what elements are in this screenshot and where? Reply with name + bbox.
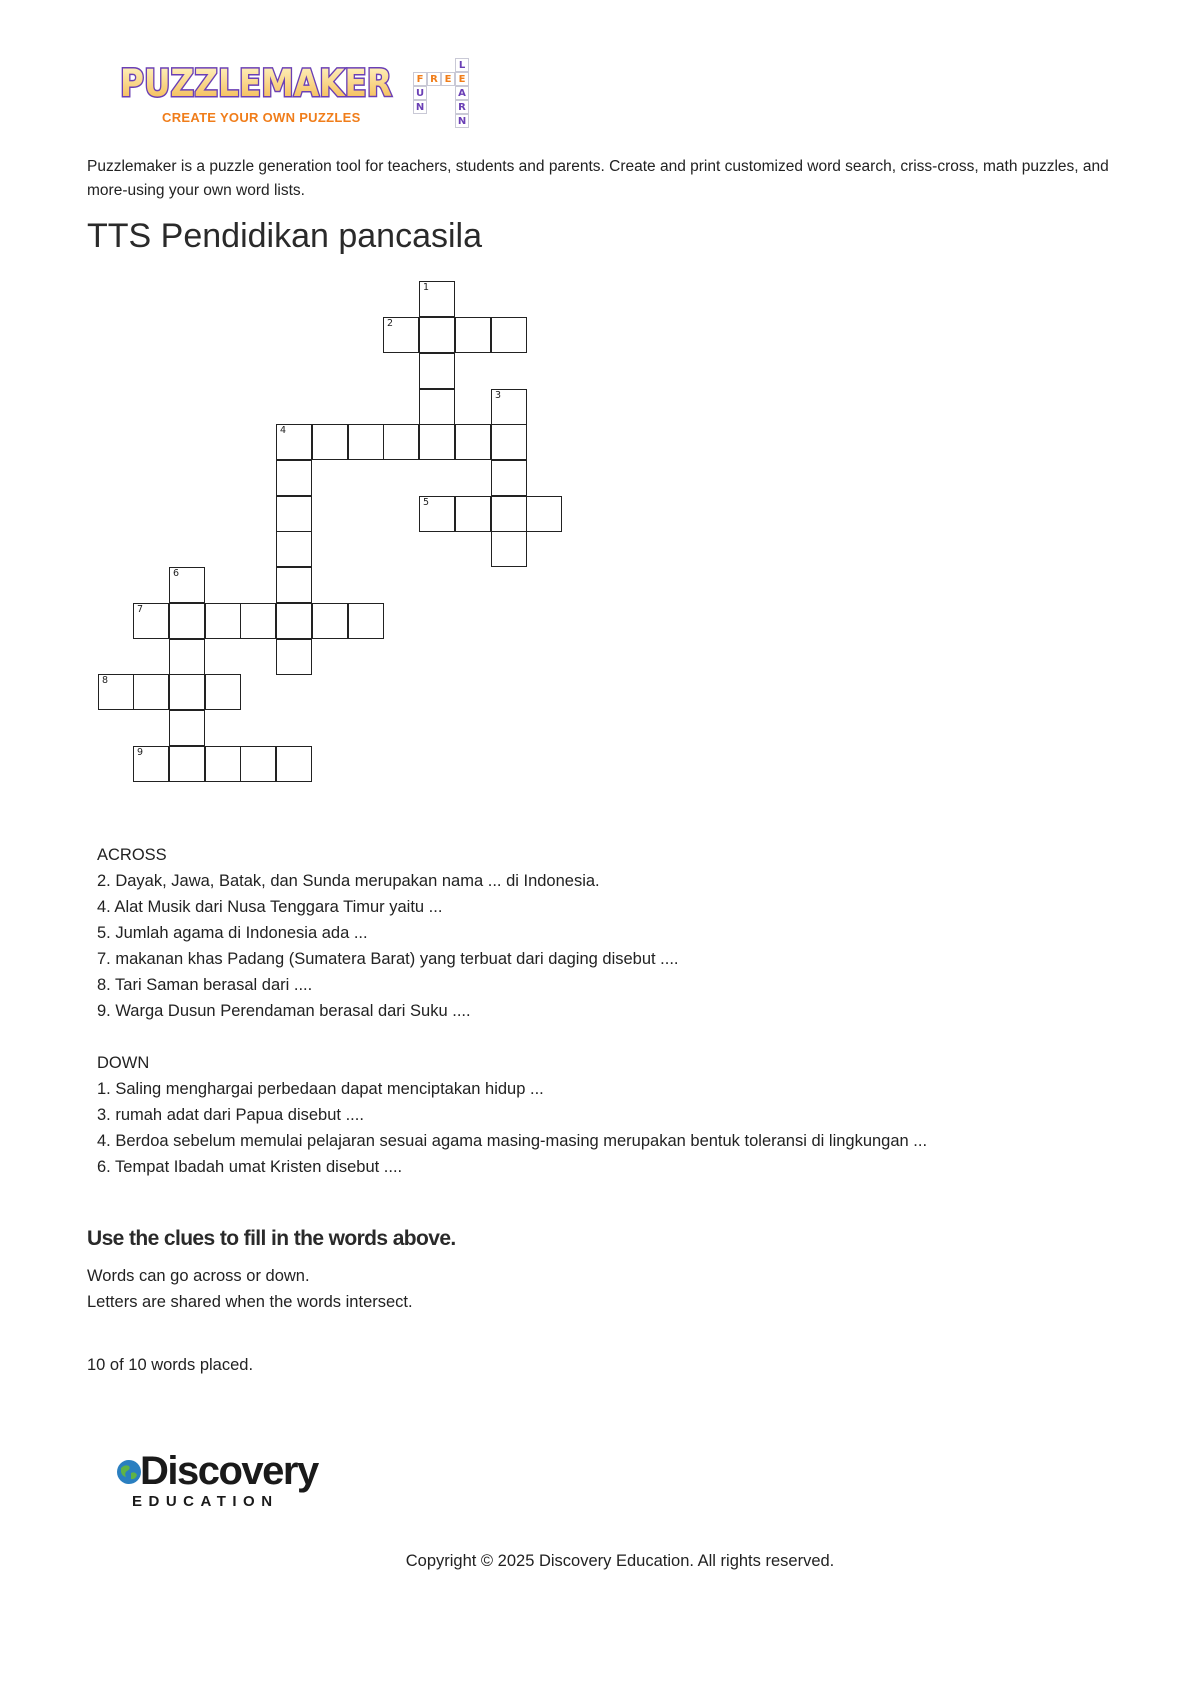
crossword-cell[interactable]: [276, 496, 312, 532]
education-wordmark: EDUCATION: [132, 1493, 279, 1510]
mini-letter: E: [455, 72, 469, 86]
puzzlemaker-wordmark: [118, 58, 396, 106]
mini-letter: R: [427, 72, 441, 86]
crossword-cell[interactable]: [455, 424, 491, 460]
instructions: [87, 1263, 413, 1315]
clue-number: 1: [423, 282, 430, 293]
instruction-line: Words can go across or down.: [87, 1267, 310, 1285]
mini-letter: A: [455, 86, 469, 100]
crossword-cell[interactable]: [205, 674, 241, 710]
across-heading: ACROSS: [97, 846, 167, 864]
crossword-cell[interactable]: [491, 496, 527, 532]
discovery-wordmark: Discovery: [140, 1449, 318, 1493]
crossword-cell[interactable]: [276, 460, 312, 496]
free-fun-learn-grid-icon: [413, 58, 483, 136]
crossword-cell[interactable]: [383, 317, 419, 353]
crossword-cell[interactable]: [491, 531, 527, 567]
crossword-cell[interactable]: [205, 746, 241, 782]
crossword-cell[interactable]: [133, 746, 169, 782]
crossword-cell[interactable]: [240, 746, 276, 782]
across-clue: 4. Alat Musik dari Nusa Tenggara Timur yaitu ...: [97, 898, 443, 916]
crossword-cell[interactable]: [276, 531, 312, 567]
clue-number: 3: [495, 390, 502, 401]
crossword-cell[interactable]: [419, 281, 455, 317]
clue-list: [97, 842, 927, 1180]
crossword-cell[interactable]: [133, 603, 169, 639]
crossword-cell[interactable]: [455, 317, 491, 353]
crossword-cell[interactable]: [133, 674, 169, 710]
crossword-cell[interactable]: [276, 424, 312, 460]
crossword-cell[interactable]: [419, 424, 455, 460]
crossword-cell[interactable]: [276, 567, 312, 603]
across-clue: 2. Dayak, Jawa, Batak, dan Sunda merupakan nama ... di Indonesia.: [97, 872, 600, 890]
mini-letter: F: [413, 72, 427, 86]
crossword-cell[interactable]: [312, 424, 348, 460]
crossword-cell[interactable]: [491, 317, 527, 353]
puzzle-title: TTS Pendidikan pancasila: [87, 217, 483, 255]
puzzlemaker-logo[interactable]: [118, 58, 498, 138]
crossword-cell[interactable]: [240, 603, 276, 639]
clue-number: 9: [137, 747, 144, 758]
crossword-cell[interactable]: [491, 424, 527, 460]
crossword-cell[interactable]: [419, 353, 455, 389]
crossword-cell[interactable]: [169, 567, 205, 603]
crossword-cell[interactable]: [276, 639, 312, 675]
down-clues: [97, 1050, 927, 1180]
crossword-cell[interactable]: [526, 496, 562, 532]
crossword-cell[interactable]: [383, 424, 419, 460]
crossword-cell[interactable]: [419, 389, 455, 425]
clue-number: 4: [280, 425, 287, 436]
crossword-cell[interactable]: [491, 389, 527, 425]
crossword-cell[interactable]: [169, 603, 205, 639]
across-clue: 7. makanan khas Padang (Sumatera Barat) yang terbuat dari daging disebut ....: [97, 950, 679, 968]
across-clue: 5. Jumlah agama di Indonesia ada ...: [97, 924, 368, 942]
crossword-cell[interactable]: [455, 496, 491, 532]
crossword-cell[interactable]: [419, 317, 455, 353]
across-clue: 8. Tari Saman berasal dari ....: [97, 976, 313, 994]
intro-text: Puzzlemaker is a puzzle generation tool for teachers, students and parents. Create and print customized word search, criss-cross, math puzzles, and more-using your own word lists.: [87, 158, 1109, 199]
crossword-cell[interactable]: [169, 639, 205, 675]
crossword-cell[interactable]: [276, 603, 312, 639]
globe-icon: [116, 1459, 142, 1485]
mini-letter: L: [455, 58, 469, 72]
crossword-cell[interactable]: [98, 674, 134, 710]
down-heading: DOWN: [97, 1054, 150, 1072]
crossword-cell[interactable]: [169, 746, 205, 782]
clue-number: 2: [387, 318, 394, 329]
mini-letter: U: [413, 86, 427, 100]
clue-number: 5: [423, 497, 430, 508]
instructions-heading: Use the clues to fill in the words above.: [87, 1227, 456, 1250]
mini-letter: N: [455, 114, 469, 128]
svg-text:PUZZLEMAKER: PUZZLEMAKER: [120, 62, 392, 105]
mini-letter: R: [455, 100, 469, 114]
clue-number: 8: [102, 675, 109, 686]
crossword-cell[interactable]: [348, 424, 384, 460]
clue-number: 7: [137, 604, 144, 615]
down-clue: 4. Berdoa sebelum memulai pelajaran sesuai agama masing-masing merupakan bentuk toleransi di lingkungan ...: [97, 1132, 928, 1150]
crossword-cell[interactable]: [419, 496, 455, 532]
crossword-cell[interactable]: [491, 460, 527, 496]
placement-status: 10 of 10 words placed.: [87, 1356, 254, 1374]
crossword-cell[interactable]: [205, 603, 241, 639]
copyright-notice: Copyright © 2025 Discovery Education. All rights reserved.: [405, 1552, 835, 1570]
mini-letter: E: [441, 72, 455, 86]
discovery-education-logo[interactable]: [112, 1449, 332, 1515]
down-clue: 6. Tempat Ibadah umat Kristen disebut ....: [97, 1158, 403, 1176]
crossword-cell[interactable]: [312, 603, 348, 639]
crossword-cell[interactable]: [276, 746, 312, 782]
crossword-cell[interactable]: [169, 710, 205, 746]
logo-tagline: CREATE YOUR OWN PUZZLES: [162, 110, 361, 125]
crossword-cell[interactable]: [169, 674, 205, 710]
across-clues: [97, 842, 927, 1024]
instruction-line: Letters are shared when the words intersect.: [87, 1293, 413, 1311]
across-clue: 9. Warga Dusun Perendaman berasal dari Suku ....: [97, 1002, 471, 1020]
down-clue: 1. Saling menghargai perbedaan dapat menciptakan hidup ...: [97, 1080, 544, 1098]
down-clue: 3. rumah adat dari Papua disebut ....: [97, 1106, 364, 1124]
mini-letter: N: [413, 100, 427, 114]
clue-number: 6: [173, 568, 180, 579]
crossword-cell[interactable]: [348, 603, 384, 639]
